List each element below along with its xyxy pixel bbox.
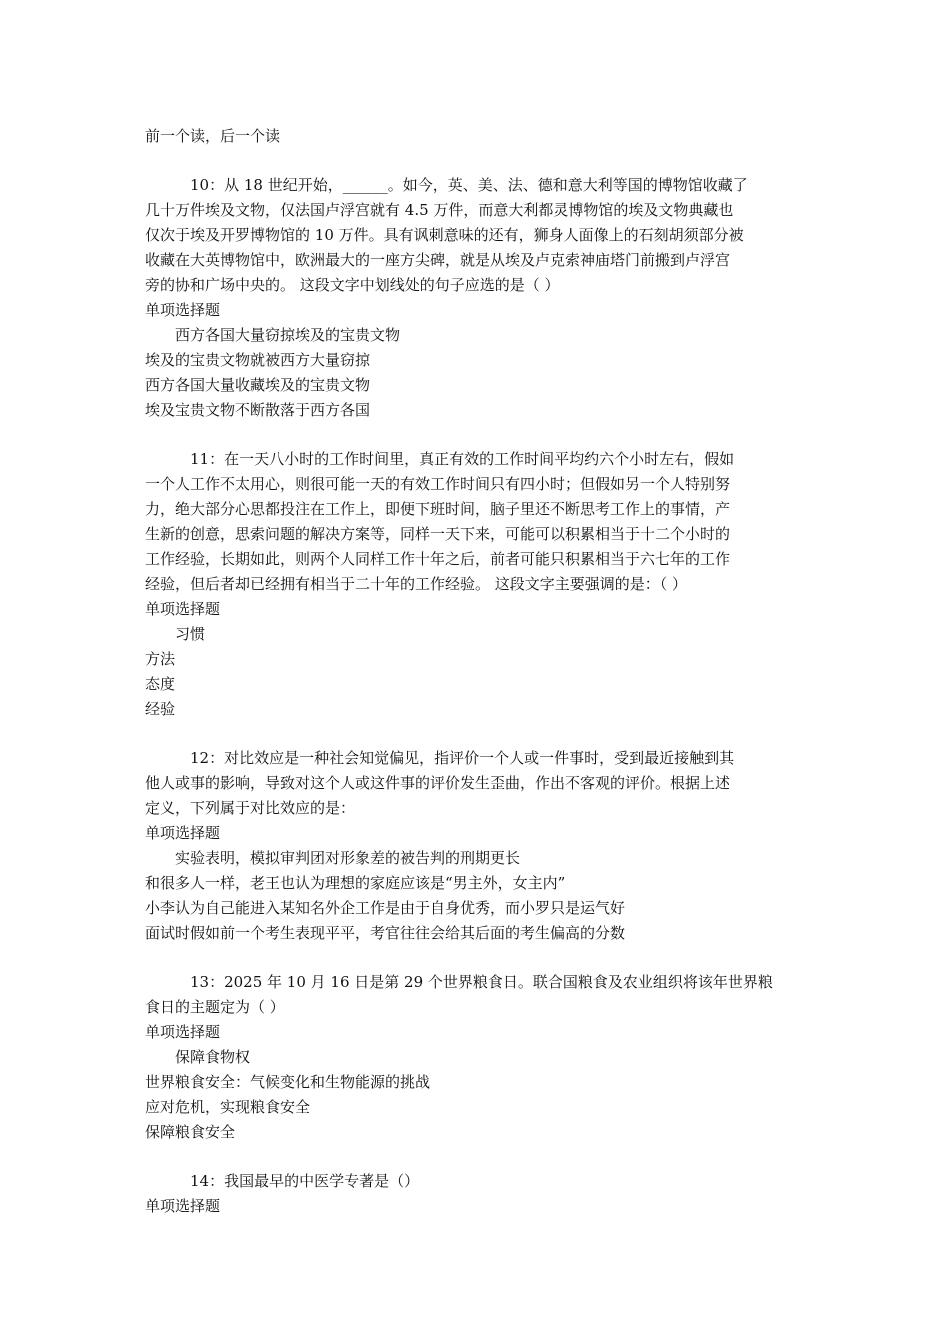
spacer: [145, 423, 810, 447]
question-line: 工作经验，长期如此，则两个人同样工作十年之后，前者可能只积累相当于六七年的工作: [145, 550, 731, 568]
question-type: 单项选择题: [145, 1023, 221, 1041]
option-d: 面试时假如前一个考生表现平平，考官往往会给其后面的考生偏高的分数: [145, 924, 626, 942]
option-c: 态度: [145, 675, 176, 693]
option-a: 实验表明，模拟审判团对形象差的被告判的刑期更长: [175, 849, 521, 867]
question-line: 14：我国最早的中医学专著是（）: [190, 1172, 420, 1190]
question-line: 食日的主题定为（ ）: [145, 998, 285, 1016]
spacer: [145, 722, 810, 746]
option-b: 世界粮食安全：气候变化和生物能源的挑战: [145, 1073, 431, 1091]
question-text: [145, 447, 810, 597]
question-text: [145, 173, 810, 298]
question-10: [145, 173, 810, 423]
question-line: 几十万件埃及文物，仅法国卢浮宫就有 4.5 万件，而意大利都灵博物馆的埃及文物典藏也: [145, 201, 734, 219]
document-content: [145, 124, 810, 1219]
option-a: 西方各国大量窃掠埃及的宝贵文物: [175, 326, 401, 344]
question-line: 旁的协和广场中央的。 这段文字中划线处的句子应选的是（ ）: [145, 276, 560, 294]
question-line: 定义，下列属于对比效应的是：: [145, 799, 356, 817]
intro-line: 前一个读，后一个读: [145, 127, 281, 145]
question-line: 他人或事的影响，导致对这个人或这件事的评价发生歪曲，作出不客观的评价。根据上述: [145, 774, 731, 792]
question-line: 一个人工作不太用心，则很可能一天的有效工作时间只有四小时；但假如另一个人特别努: [145, 475, 731, 493]
spacer: [145, 149, 810, 173]
option-c: 西方各国大量收藏埃及的宝贵文物: [145, 376, 371, 394]
spacer: [145, 946, 810, 970]
question-text: [145, 1169, 810, 1194]
question-line: 力，绝大部分心思都投注在工作上，即便下班时间，脑子里还不断思考工作上的事情，产: [145, 500, 731, 518]
question-12: [145, 746, 810, 946]
question-line: 11：在一天八小时的工作时间里，真正有效的工作时间平均约六个小时左右，假如: [190, 450, 735, 468]
option-c: 应对危机，实现粮食安全: [145, 1098, 311, 1116]
option-c: 小李认为自己能进入某知名外企工作是由于自身优秀，而小罗只是运气好: [145, 899, 626, 917]
spacer: [145, 1145, 810, 1169]
option-d: 保障粮食安全: [145, 1123, 236, 1141]
question-line: 经验，但后者却已经拥有相当于二十年的工作经验。 这段文字主要强调的是：（ ）: [145, 575, 688, 593]
question-type: 单项选择题: [145, 301, 221, 319]
question-line: 生新的创意，思索问题的解决方案等，同样一天下来，可能可以积累相当于十二个小时的: [145, 525, 731, 543]
option-b: 和很多人一样，老王也认为理想的家庭应该是“男主外，女主内”: [145, 874, 566, 892]
option-b: 方法: [145, 650, 176, 668]
question-type: 单项选择题: [145, 600, 221, 618]
question-11: [145, 447, 810, 722]
question-line: 10：从 18 世纪开始，______。如今，英、美、法、德和意大利等国的博物馆收藏了: [190, 176, 748, 194]
question-text: [145, 970, 810, 1020]
option-d: 埃及宝贵文物不断散落于西方各国: [145, 401, 371, 419]
question-line: 13：2025 年 10 月 16 日是第 29 个世界粮食日。联合国粮食及农业组织将该年世界粮: [190, 973, 773, 991]
question-13: [145, 970, 810, 1145]
question-line: 仅次于埃及开罗博物馆的 10 万件。具有讽刺意味的还有，狮身人面像上的石刻胡须部分被: [145, 226, 744, 244]
question-text: [145, 746, 810, 821]
question-14: [145, 1169, 810, 1219]
question-line: 12：对比效应是一种社会知觉偏见，指评价一个人或一件事时，受到最近接触到其: [190, 749, 735, 767]
option-a: 保障食物权: [175, 1048, 251, 1066]
question-type: 单项选择题: [145, 1197, 221, 1215]
question-line: 收藏在大英博物馆中，欧洲最大的一座方尖碑，就是从埃及卢克索神庙塔门前搬到卢浮宫: [145, 251, 731, 269]
option-d: 经验: [145, 700, 176, 718]
option-a: 习惯: [175, 625, 206, 643]
question-type: 单项选择题: [145, 824, 221, 842]
option-b: 埃及的宝贵文物就被西方大量窃掠: [145, 351, 371, 369]
